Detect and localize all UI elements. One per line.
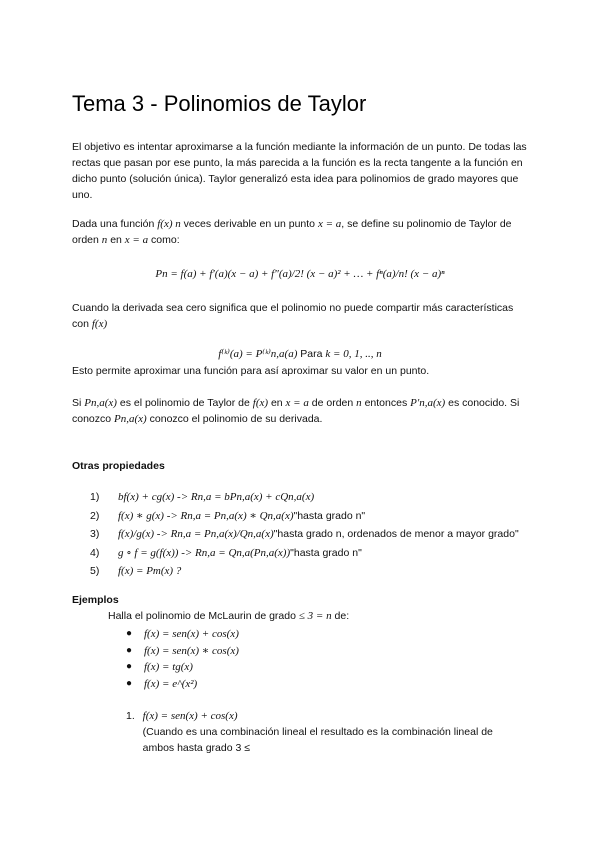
numbered-math: f(x) = sen(x) + cos(x): [142, 710, 238, 722]
definition-paragraph: [72, 216, 532, 248]
bullet-math: f(x) = sen(x) + cos(x): [144, 628, 239, 641]
si-text-7: conozco el polinomio de su derivada.: [146, 413, 323, 425]
otras-propiedades-heading: Otras propiedades: [72, 460, 165, 472]
property-item: [90, 562, 550, 581]
property-item: [90, 488, 550, 507]
si-text-3: en: [268, 397, 286, 409]
si-math-4: n: [356, 397, 362, 409]
property-math: g ∘ f = g(f(x)) -> Rn,a = Qn,a(Pn,a(x)): [118, 546, 291, 559]
bullet-icon: ●: [126, 628, 133, 640]
property-number: 5): [90, 565, 100, 578]
si-math-3: x = a: [285, 397, 309, 409]
bullet-icon: ●: [126, 661, 133, 673]
list-item: [126, 643, 239, 660]
property-number: 1): [90, 491, 100, 504]
property-text: "hasta grado n": [293, 509, 366, 522]
property-text: "hasta grado n": [290, 546, 362, 559]
def-text-2: veces derivable en un punto: [180, 218, 318, 230]
property-number: 3): [90, 528, 100, 541]
def-math-1: f(x) n: [157, 218, 181, 230]
property-number: 4): [90, 546, 100, 559]
property-item: [90, 525, 550, 544]
bullet-math: f(x) = tg(x): [144, 661, 193, 674]
ejemplos-intro: [108, 608, 528, 624]
si-text-6: es conocido. Si conozco: [72, 397, 520, 425]
ejemplos-intro-text-2: de:: [331, 610, 350, 622]
def-text-1: Dada una función: [72, 218, 158, 230]
si-paragraph: [72, 395, 532, 427]
def-text-3: , se define su polinomio de Taylor de orden: [72, 218, 512, 246]
si-math-5: P′n,a(x): [410, 397, 446, 409]
property-item: [90, 507, 550, 526]
bullet-math: f(x) = sen(x) ∗ cos(x): [144, 644, 239, 657]
intro-paragraph: El objetivo es intentar aproximarse a la función mediante la información de un punto. De todas las rectas que pasan por ese punto, la más parecida a la función es la recta tangente a la función en dicho punto (solución única). Taylor generalizó esta idea para polinomios de grado mayores que uno.: [72, 141, 527, 201]
numbered-index: 1.: [126, 710, 135, 722]
numbered-note: (Cuando es una combinación lineal el resultado es la combinación lineal de ambos hasta grado 3 ≤: [142, 726, 493, 754]
si-math-1: Pn,a(x): [84, 397, 117, 409]
property-math: bf(x) + cg(x) -> Rn,a = bPn,a(x) + cQn,a(x): [118, 491, 315, 504]
derivative-equation: [0, 346, 600, 362]
def-math-3: n: [101, 234, 108, 246]
list-item: [126, 626, 239, 643]
ejemplos-intro-math: ≤ 3 = n: [298, 610, 332, 622]
properties-list: [90, 488, 550, 581]
ejemplos-intro-text: Halla el polinomio de McLaurin de grado: [108, 610, 299, 622]
si-text-2: es el polinomio de Taylor de: [116, 397, 253, 409]
si-text-1: Si: [72, 397, 85, 409]
taylor-formula: Pn = f(a) + f′(a)(x − a) + f″(a)/2! (x − a)² + … + fⁿ(a)/n! (x − a)ⁿ: [155, 268, 445, 280]
def-math-2: x = a: [317, 218, 342, 230]
list-item: [126, 659, 239, 676]
bullet-math: f(x) = e^(x²): [144, 677, 198, 690]
approx-paragraph: Esto permite aproximar una función para así aproximar su valor en un punto.: [72, 365, 430, 377]
property-math: f(x) ∗ g(x) -> Rn,a = Pn,a(x) ∗ Qn,a(x): [118, 509, 294, 522]
derivative-eq-range: k = 0, 1, .., n: [325, 348, 382, 360]
examples-bullet-list: [126, 626, 239, 692]
def-text-4: en: [107, 234, 125, 246]
derivative-zero-math: f(x): [91, 318, 108, 330]
derivative-eq-text: Para: [297, 348, 326, 360]
derivative-zero-text: Cuando la derivada sea cero significa que el polinomio no puede compartir más características con: [72, 302, 514, 330]
property-item: [90, 544, 550, 563]
bullet-icon: ●: [126, 677, 133, 689]
si-text-5: entonces: [361, 397, 411, 409]
numbered-item: [126, 708, 526, 756]
property-number: 2): [90, 509, 100, 522]
examples-numbered-list: [126, 708, 526, 756]
bullet-icon: ●: [126, 644, 133, 656]
def-text-5: como:: [148, 234, 180, 246]
property-math: f(x) = Pm(x) ?: [118, 565, 182, 578]
derivative-eq-math: f⁽ᵏ⁾(a) = P⁽ᵏ⁾n,a(a): [218, 348, 298, 360]
derivative-zero-paragraph: [72, 300, 532, 332]
si-math-6: Pn,a(x): [114, 413, 147, 425]
list-item: [126, 676, 239, 693]
si-math-2: f(x): [252, 397, 269, 409]
page-title: Tema 3 - Polinomios de Taylor: [72, 91, 367, 116]
def-math-4: x = a: [124, 234, 149, 246]
si-text-4: de orden: [308, 397, 357, 409]
property-math: f(x)/g(x) -> Rn,a = Pn,a(x)/Qn,a(x): [118, 528, 274, 541]
ejemplos-heading: Ejemplos: [72, 594, 119, 606]
property-text: "hasta grado n, ordenados de menor a mayor grado": [273, 528, 519, 541]
